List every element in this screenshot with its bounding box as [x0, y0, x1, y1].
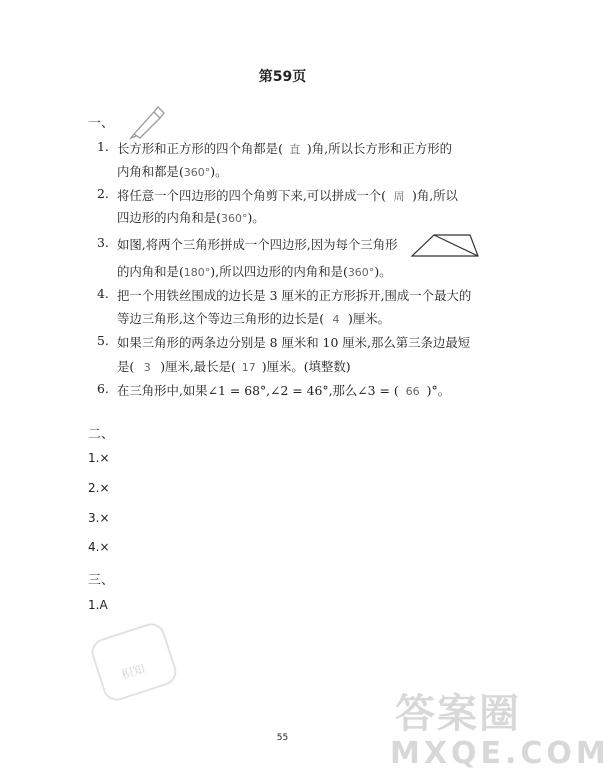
question-1-line-2 — [117, 162, 228, 180]
question-4-number: 4. — [97, 286, 109, 301]
question-3-line-1: 如图,将两个三角形拼成一个四边形,因为每个三角形 — [117, 237, 398, 252]
question-4-line-2 — [117, 309, 390, 327]
question-3-number: 3. — [97, 235, 109, 250]
question-3-answer-1: 180° — [183, 266, 211, 279]
page-title: 第59页 — [258, 69, 307, 85]
question-6-number: 6. — [97, 381, 109, 396]
quadrilateral-figure — [410, 232, 480, 258]
question-6-text-b: )°。 — [426, 383, 451, 398]
question-1-text-d: )。 — [210, 164, 228, 179]
question-5-text-a: 是( — [117, 359, 135, 374]
question-5-answer-1: 3 — [143, 361, 151, 374]
question-6-answer-1: 66 — [405, 385, 420, 398]
question-1-text-a: 长方形和正方形的四个角都是( — [117, 141, 283, 156]
section-1-heading: 一、 — [88, 116, 115, 131]
question-2-text-a: 将任意一个四边形的四个角剪下来,可以拼成一个( — [117, 188, 386, 203]
question-5-text-c: )厘米。(填整数) — [261, 359, 351, 374]
section-3-heading: 三、 — [88, 573, 115, 588]
question-4-text-a: 等边三角形,这个等边三角形的边长是( — [117, 311, 325, 326]
pencil-icon — [128, 104, 166, 138]
question-2-text-d: )。 — [247, 210, 265, 225]
question-5-answer-2: 17 — [241, 361, 256, 374]
question-3-text-c: )。 — [374, 264, 392, 279]
section-3-answer-1: 1.A — [88, 598, 108, 612]
question-1-number: 1. — [97, 139, 109, 154]
section-2-answer-1: 1.× — [88, 451, 110, 465]
question-1-text-c: 内角和都是( — [117, 164, 184, 179]
question-5-text-b: )厘米,最长是( — [160, 359, 236, 374]
question-1-answer-1: 直 — [289, 143, 301, 156]
question-6-line-1 — [117, 381, 450, 399]
question-2-text-b: )角,所以 — [411, 188, 458, 203]
question-2-line-2 — [117, 208, 265, 226]
question-2-answer-2: 360° — [220, 212, 248, 225]
stamp-watermark — [88, 620, 180, 704]
question-4-text-b: )厘米。 — [348, 311, 391, 326]
question-5-line-2 — [117, 357, 351, 375]
site-watermark-logo: 答案圈 — [395, 691, 521, 737]
question-2-line-1 — [117, 186, 458, 204]
question-3-line-2 — [117, 262, 392, 280]
question-2-number: 2. — [97, 186, 109, 201]
page-number: 55 — [276, 733, 289, 743]
question-5-number: 5. — [97, 333, 109, 348]
question-3-text-b: ),所以四边形的内角和是( — [210, 264, 348, 279]
question-6-text-a: 在三角形中,如果∠1 = 68°,∠2 = 46°,那么∠3 = ( — [117, 383, 399, 398]
stamp-watermark-text: 积知 — [119, 661, 147, 683]
section-2-answer-3: 3.× — [88, 511, 110, 525]
question-3-text-a: 的内角和是( — [117, 264, 184, 279]
question-5-line-1: 如果三角形的两条边分别是 8 厘米和 10 厘米,那么第三条边最短 — [117, 335, 471, 350]
question-1-line-1 — [117, 139, 452, 157]
section-2-answer-4: 4.× — [88, 540, 110, 554]
question-4-answer-1: 4 — [332, 313, 340, 326]
site-watermark-url: MXQE.COM — [390, 736, 610, 771]
question-2-text-c: 四边形的内角和是( — [117, 210, 221, 225]
question-1-answer-2: 360° — [183, 166, 211, 179]
section-2-heading: 二、 — [88, 427, 115, 442]
question-3-answer-2: 360° — [347, 266, 375, 279]
question-4-line-1: 把一个用铁丝围成的边长是 3 厘米的正方形拆开,围成一个最大的 — [117, 288, 472, 303]
question-2-answer-1: 周 — [393, 190, 405, 203]
question-1-text-b: )角,所以长方形和正方形的 — [306, 141, 452, 156]
section-2-answer-2: 2.× — [88, 481, 110, 495]
